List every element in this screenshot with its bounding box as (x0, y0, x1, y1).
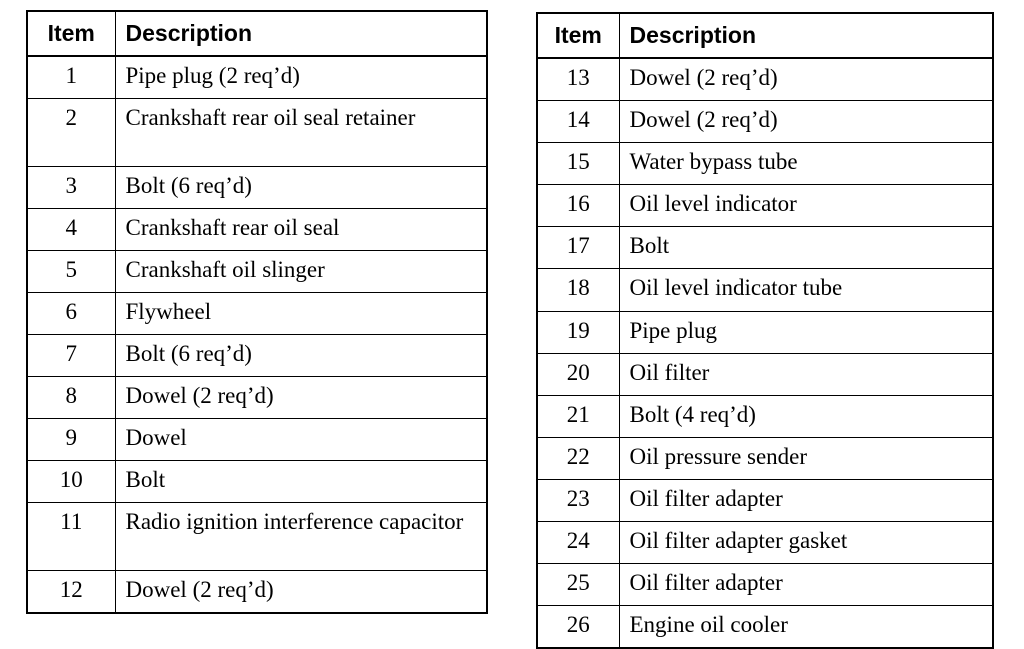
table-row (27, 335, 487, 377)
table-row (537, 101, 993, 143)
table-row (27, 99, 487, 167)
item-description: Dowel (2 req’d) (115, 377, 487, 419)
item-number: 6 (27, 293, 115, 335)
table-row (537, 564, 993, 606)
item-number: 5 (27, 251, 115, 293)
item-description: Oil filter (619, 353, 993, 395)
item-number: 7 (27, 335, 115, 377)
item-number: 10 (27, 461, 115, 503)
table-header-row (27, 11, 487, 56)
item-description: Bolt (115, 461, 487, 503)
table-row (27, 167, 487, 209)
item-number: 24 (537, 522, 619, 564)
item-number: 13 (537, 58, 619, 101)
table-row (537, 353, 993, 395)
item-number: 18 (537, 269, 619, 311)
table-row (27, 503, 487, 571)
item-number: 26 (537, 606, 619, 649)
item-description: Oil filter adapter (619, 479, 993, 521)
item-number: 9 (27, 419, 115, 461)
item-description: Bolt (6 req’d) (115, 335, 487, 377)
item-description: Oil pressure sender (619, 437, 993, 479)
item-number: 2 (27, 99, 115, 167)
item-description: Oil level indicator (619, 185, 993, 227)
item-description: Oil level indicator tube (619, 269, 993, 311)
table-row (537, 185, 993, 227)
item-description: Dowel (2 req’d) (619, 58, 993, 101)
table-row (537, 227, 993, 269)
item-number: 16 (537, 185, 619, 227)
item-number: 4 (27, 209, 115, 251)
table-row (27, 56, 487, 99)
table-row (27, 209, 487, 251)
item-number: 20 (537, 353, 619, 395)
item-description: Bolt (619, 227, 993, 269)
item-description: Oil filter adapter (619, 564, 993, 606)
table-row (537, 522, 993, 564)
table-row (27, 461, 487, 503)
item-number: 19 (537, 311, 619, 353)
item-number: 1 (27, 56, 115, 99)
item-description: Crankshaft rear oil seal retainer (115, 99, 487, 167)
table-row (537, 143, 993, 185)
item-number: 23 (537, 479, 619, 521)
item-description: Pipe plug (619, 311, 993, 353)
table-row (27, 377, 487, 419)
table-row (537, 437, 993, 479)
table-row (27, 293, 487, 335)
item-description: Bolt (4 req’d) (619, 395, 993, 437)
item-number: 17 (537, 227, 619, 269)
item-number: 22 (537, 437, 619, 479)
item-description: Crankshaft rear oil seal (115, 209, 487, 251)
item-number: 8 (27, 377, 115, 419)
item-description: Crankshaft oil slinger (115, 251, 487, 293)
table-row (537, 269, 993, 311)
item-description: Dowel (2 req’d) (115, 571, 487, 614)
item-column-header: Item (27, 11, 115, 56)
table-row (537, 479, 993, 521)
parts-table-right (536, 12, 994, 649)
table-row (27, 571, 487, 614)
item-number: 3 (27, 167, 115, 209)
item-description: Bolt (6 req’d) (115, 167, 487, 209)
item-number: 14 (537, 101, 619, 143)
item-number: 12 (27, 571, 115, 614)
item-number: 25 (537, 564, 619, 606)
item-description: Oil filter adapter gasket (619, 522, 993, 564)
description-column-header: Description (115, 11, 487, 56)
table-row (537, 395, 993, 437)
table-row (537, 311, 993, 353)
table-row (27, 251, 487, 293)
table-row (27, 419, 487, 461)
description-column-header: Description (619, 13, 993, 58)
parts-table-left (26, 10, 488, 614)
table-header-row (537, 13, 993, 58)
table-row (537, 58, 993, 101)
item-column-header: Item (537, 13, 619, 58)
item-description: Pipe plug (2 req’d) (115, 56, 487, 99)
item-description: Engine oil cooler (619, 606, 993, 649)
item-number: 15 (537, 143, 619, 185)
item-number: 11 (27, 503, 115, 571)
item-description: Water bypass tube (619, 143, 993, 185)
item-description: Dowel (115, 419, 487, 461)
item-description: Radio ignition interference capacitor (115, 503, 487, 571)
item-description: Flywheel (115, 293, 487, 335)
item-description: Dowel (2 req’d) (619, 101, 993, 143)
item-number: 21 (537, 395, 619, 437)
